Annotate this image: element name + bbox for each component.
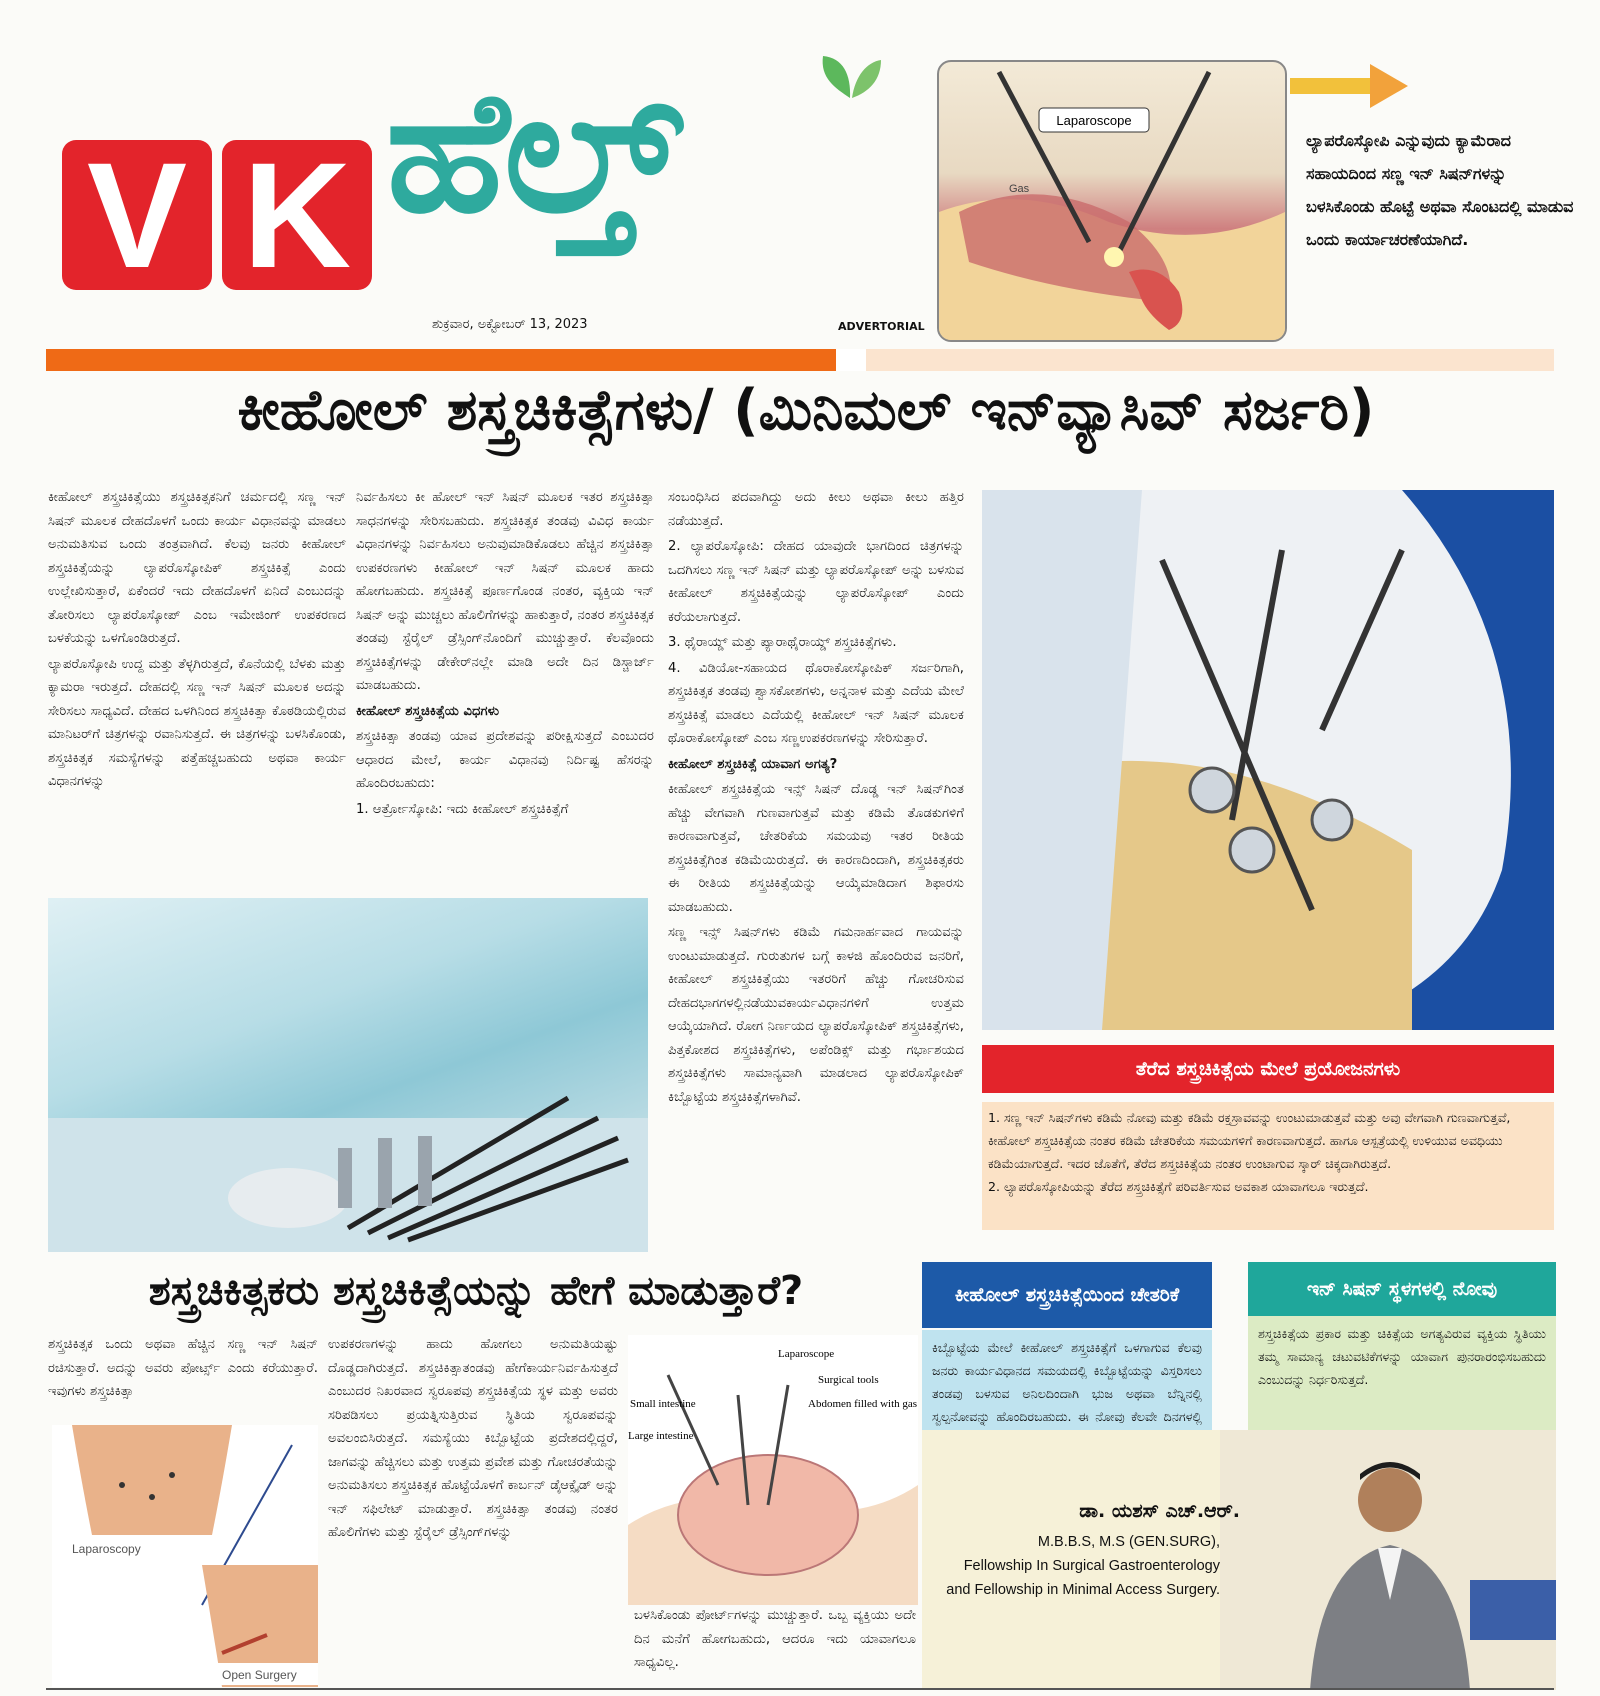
benefit-item: 1. ಸಣ್ಣ ಇನ್ ಸಿಷನ್‌ಗಳು ಕಡಿಮೆ ನೋವು ಮತ್ತು ಕಡಿಮೆ ರಕ್ತಸ್ರಾವವನ್ನು ಉಂಟುಮಾಡುತ್ತವೆ ಮತ್ತು ಅವು ವೇಗವಾಗಿ ಗುಣವಾಗುತ್ತವೆ, ಕೀಹೋಲ್ ಶಸ್ತ್ರಚಿಕಿತ್ಸೆಯ ನಂತರ ಕಡಿಮೆ ಚೇತರಿಕೆಯ ಸಮಯಗಳಿಗೆ ಕಾರಣವಾಗುತ್ತದೆ. ಹಾಗೂ ಆಸ್ಪತ್ರೆಯಲ್ಲಿ ಉಳಿಯುವ ಅವಧಿಯು ಕಡಿಮೆಯಾಗುತ್ತದೆ. ಇದರ ಜೊತೆಗೆ, ತೆರೆದ ಶಸ್ತ್ರಚಿಕಿತ್ಸೆಯ ನಂತರ ಉಂಟಾಗುವ ಸ್ಕಾರ್ ಚಿಕ್ಕದಾಗಿರುತ್ತದೆ. bbox=[988, 1110, 1511, 1171]
diagram-abdomen-gas-label: Abdomen filled with gas bbox=[808, 1398, 918, 1410]
paragraph: 4. ವಿಡಿಯೋ-ಸಹಾಯದ ಥೊರಾಕೋಸ್ಕೋಪಿಕ್ ಸರ್ಜರಿಗಾಗಿ, ಶಸ್ತ್ರಚಿಕಿತ್ಸಕ ತಂಡವು ಶ್ವಾಸಕೋಶಗಳು, ಅನ್ನನಾಳ ಮತ್ತು ಎದೆಯ ಮೇಲೆ ಶಸ್ತ್ರಚಿಕಿತ್ಸೆ ಮಾಡಲು ಎದೆಯಲ್ಲಿ ಕೀಹೋಲ್ ಇನ್ ಸಿಷನ್ ಮೂಲಕ ಥೊರಾಕೋಸ್ಕೋಪ್ ಎಂಬ ಸಣ್ಣಉಪಕರಣಗಳನ್ನು ಸೇರಿಸುತ್ತಾರೆ. bbox=[668, 660, 964, 746]
divider-peach bbox=[866, 349, 1554, 371]
bottom-rule bbox=[46, 1688, 1554, 1690]
gas-label: Gas bbox=[1009, 183, 1030, 195]
paragraph: ನಿರ್ವಹಿಸಲು ಕೀ ಹೋಲ್ ಇನ್ ಸಿಷನ್ ಮೂಲಕ ಇತರ ಶಸ್ತ್ರಚಿಕಿತ್ಸಾ ಸಾಧನಗಳನ್ನು ಸೇರಿಸಬಹುದು. ಶಸ್ತ್ರಚಿಕಿತ್ಸಕ ತಂಡವು ವಿವಿಧ ಕಾರ್ಯ ವಿಧಾನಗಳನ್ನು ನಿರ್ವಹಿಸಲು ಅನುವುಮಾಡಿಕೊಡಲು ಹೆಚ್ಚಿನ ಶಸ್ತ್ರಚಿಕಿತ್ಸಾ ಉಪಕರಣಗಳು ಕೀಹೋಲ್ ಇನ್ ಸಿಷನ್ ಮೂಲಕ ಹಾದು ಹೋಗಬಹುದು. ಶಸ್ತ್ರಚಿಕಿತ್ಸೆ ಪೂರ್ಣಗೊಂಡ ನಂತರ, ವ್ಯಕ್ತಿಯ ಇನ್ ಸಿಷನ್ ಅನ್ನು ಮುಚ್ಚಲು ಹೊಲಿಗೆಗಳನ್ನು ಹಾಕುತ್ತಾರೆ, ನಂತರ ಶಸ್ತ್ರಚಿಕಿತ್ಸಕ ತಂಡವು ಸ್ಟೆರೈಲ್ ಡ್ರೆಸ್ಸಿಂಗ್‌ನೊಂದಿಗೆ ಮುಚ್ಚುತ್ತಾರೆ. ಕೆಲವೊಂದು ಶಸ್ತ್ರಚಿಕಿತ್ಸೆಗಳನ್ನು ಡೇಕೇರ್‌ನಲ್ಲೇ ಮಾಡಿ ಅದೇ ದಿನ ಡಿಸ್ಚಾರ್ಜ್ ಮಾಡಬಹುದು. bbox=[356, 490, 654, 693]
column-3 bbox=[668, 486, 964, 1111]
laparoscopy-label: Laparoscopy bbox=[72, 1542, 141, 1556]
how-column-3: ಬಳಸಿಕೊಂಡು ಪೋರ್ಟ್‌ಗಳನ್ನು ಮುಚ್ಚುತ್ತಾರೆ. ಒಬ್ಬ ವ್ಯಕ್ತಿಯು ಅದೇ ದಿನ ಮನೆಗೆ ಹೋಗಬಹುದು, ಆದರೂ ಇದು ಯಾವಾಗಲೂ ಸಾಧ್ಯವಿಲ್ಲ. bbox=[634, 1608, 916, 1670]
paragraph: ಕೀಹೋಲ್ ಶಸ್ತ್ರಚಿಕಿತ್ಸೆಯು ಶಸ್ತ್ರಚಿಕಿತ್ಸಕನಿಗೆ ಚರ್ಮದಲ್ಲಿ ಸಣ್ಣ ಇನ್ ಸಿಷನ್ ಮೂಲಕ ದೇಹದೊಳಗೆ ಒಂದು ಕಾರ್ಯ ವಿಧಾನವನ್ನು ಮಾಡಲು ಅನುಮತಿಸುವ ಒಂದು ತಂತ್ರವಾಗಿದೆ. ಕೆಲವು ಜನರು ಕೀಹೋಲ್ ಶಸ್ತ್ರಚಿಕಿತ್ಸೆಯನ್ನು ಲ್ಯಾಪರೊಸ್ಕೋಪಿಕ್ ಶಸ್ತ್ರಚಿಕಿತ್ಸೆ ಎಂದು ಉಲ್ಲೇಖಿಸುತ್ತಾರೆ, ಏಕೆಂದರೆ ಇದು ದೇಹದೊಳಗೆ ಏನಿದೆ ಎಂಬುದನ್ನು ತೋರಿಸಲು ಲ್ಯಾಪರೊಸ್ಕೋಪ್ ಎಂಬ ಇಮೇಜಿಂಗ್ ಉಪಕರಣದ ಬಳಕೆಯನ್ನು ಒಳಗೊಂಡಿರುತ್ತದೆ. bbox=[48, 490, 346, 646]
paragraph: ಕೀಹೋಲ್ ಶಸ್ತ್ರಚಿಕಿತ್ಸೆಯ ಇನ್ಸ್ ಸಿಷನ್ ದೊಡ್ಡ ಇನ್ ಸಿಷನ್‌ಗಿಂತ ಹೆಚ್ಚು ವೇಗವಾಗಿ ಗುಣವಾಗುತ್ತವೆ ಮತ್ತು ಕಡಿಮೆ ತೊಡಕುಗಳಿಗೆ ಕಾರಣವಾಗುತ್ತವೆ, ಚೇತರಿಕೆಯ ಸಮಯವು ಇತರ ರೀತಿಯ ಶಸ್ತ್ರಚಿಕಿತ್ಸೆಗಿಂತ ಕಡಿಮೆಯಿರುತ್ತದೆ. ಈ ಕಾರಣದಿಂದಾಗಿ, ಶಸ್ತ್ರಚಿಕಿತ್ಸಕರು ಈ ರೀತಿಯ ಶಸ್ತ್ರಚಿಕಿತ್ಸೆಯನ್ನು ಆಯ್ಕೆಮಾಡಿದಾಗ ಶಿಫಾರಸು ಮಾಡಬಹುದು. bbox=[668, 782, 964, 915]
headline: ಕೀಹೋಲ್ ಶಸ್ತ್ರಚಿಕಿತ್ಸೆಗಳು/ (ಮಿನಿಮಲ್ ಇನ್‌ವ್ಯಾಸಿವ್ ಸರ್ಜರಿ) bbox=[237, 378, 1375, 443]
paragraph: ಸಂಬಂಧಿಸಿದ ಪದವಾಗಿದ್ದು ಅದು ಕೀಲು ಅಥವಾ ಕೀಲು ಹತ್ತಿರ ನಡೆಯುತ್ತದೆ. bbox=[668, 490, 964, 529]
leaf-icon bbox=[815, 48, 885, 100]
credential-line: M.B.B.S, M.S (GEN.SURG), bbox=[1037, 1534, 1220, 1550]
incision-pain-title: ಇನ್ ಸಿಷನ್ ಸ್ಥಳಗಳಲ್ಲಿ ನೋವು bbox=[1248, 1262, 1556, 1316]
open-surgery-label: Open Surgery bbox=[222, 1668, 297, 1682]
subheading-types: ಕೀಹೋಲ್ ಶಸ್ತ್ರಚಿಕಿತ್ಸೆಯ ವಿಧಗಳು bbox=[356, 703, 500, 719]
benefit-item: 2. ಲ್ಯಾಪರೊಸ್ಕೋಪಿಯನ್ನು ತೆರೆದ ಶಸ್ತ್ರಚಿಕಿತ್ಸೆಗೆ ಪರಿವರ್ತಿಸುವ ಅವಕಾಶ ಯಾವಾಗಲೂ ಇರುತ್ತದೆ. bbox=[988, 1179, 1369, 1194]
how-section-title: ಶಸ್ತ್ರಚಿಕಿತ್ಸಕರು ಶಸ್ತ್ರಚಿಕಿತ್ಸೆಯನ್ನು ಹೇಗೆ ಮಾಡುತ್ತಾರೆ? bbox=[148, 1268, 804, 1314]
how-column-2: ಉಪಕರಣಗಳನ್ನು ಹಾದು ಹೋಗಲು ಅನುಮತಿಯಷ್ಟು ದೊಡ್ಡದಾಗಿರುತ್ತದೆ. ಶಸ್ತ್ರಚಿಕಿತ್ಸಾತಂಡವು ಹೇಗೆಕಾರ್ಯನಿರ್ವಹಿಸುತ್ತದೆ ಎಂಬುದರ ನಿಖರವಾದ ಸ್ವರೂಪವು ಶಸ್ತ್ರಚಿಕಿತ್ಸೆಯ ಸ್ಥಳ ಮತ್ತು ಅವರು ಸರಿಪಡಿಸಲು ಪ್ರಯತ್ನಿಸುತ್ತಿರುವ ಸ್ಥಿತಿಯ ಸ್ವರೂಪವನ್ನು ಅವಲಂಬಿಸಿರುತ್ತದೆ. ಸಮಸ್ಯೆಯು ಕಿಬ್ಬೊಟ್ಟೆಯ ಪ್ರದೇಶದಲ್ಲಿದ್ದರೆ, ಜಾಗವನ್ನು ಹೆಚ್ಚಿಸಲು ಮತ್ತು ಉತ್ತಮ ಪ್ರವೇಶ ಮತ್ತು ಗೋಚರತೆಯನ್ನು ಅನುಮತಿಸಲು ಶಸ್ತ್ರಚಿಕಿತ್ಸಕ ಹೊಟ್ಟೆಯೊಳಗೆ ಕಾರ್ಬನ್ ಡೈಆಕ್ಸೈಡ್ ಅನ್ನು ಇನ್ ಸಫಿಲೇಟ್ ಮಾಡುತ್ತಾರೆ. ಶಸ್ತ್ರಚಿಕಿತ್ಸಾ ತಂಡವು ನಂತರ ಹೊಲಿಗೆಗಳು ಮತ್ತು ಸ್ಟೆರೈಲ್ ಡ್ರೆಸ್ಸಿಂಗ್‌ಗಳನ್ನು bbox=[328, 1337, 618, 1540]
paragraph: 2. ಲ್ಯಾಪರೊಸ್ಕೋಪಿ: ದೇಹದ ಯಾವುದೇ ಭಾಗದಿಂದ ಚಿತ್ರಗಳನ್ನು ಒದಗಿಸಲು ಸಣ್ಣ ಇನ್ ಸಿಷನ್ ಮತ್ತು ಲ್ಯಾಪರೊಸ್ಕೋಪ್ ಅನ್ನು ಬಳಸುವ ಕೀಹೋಲ್ ಶಸ್ತ್ರಚಿಕಿತ್ಸೆಯನ್ನು ಲ್ಯಾಪರೊಸ್ಕೋಪ್ ಎಂದು ಕರೆಯಲಾಗುತ್ತದೆ. bbox=[668, 539, 964, 625]
diagram-laparoscope-label: Laparoscope bbox=[778, 1348, 835, 1360]
benefits-title: ತೆರೆದ ಶಸ್ತ್ರಚಿಕಿತ್ಸೆಯ ಮೇಲೆ ಪ್ರಯೋಜನಗಳು bbox=[982, 1045, 1554, 1093]
paragraph: ಶಸ್ತ್ರಚಿಕಿತ್ಸಾ ತಂಡವು ಯಾವ ಪ್ರದೇಶವನ್ನು ಪರೀಕ್ಷಿಸುತ್ತದೆ ಎಂಬುದರ ಆಧಾರದ ಮೇಲೆ, ಕಾರ್ಯ ವಿಧಾನವು ನಿರ್ದಿಷ್ಟ ಹೆಸರನ್ನು ಹೊಂದಿರಬಹುದು: bbox=[356, 729, 654, 791]
paragraph: ಲ್ಯಾಪರೊಸ್ಕೋಪಿ ಉದ್ದ ಮತ್ತು ತೆಳ್ಳಗಿರುತ್ತದೆ, ಕೊನೆಯಲ್ಲಿ ಬೆಳಕು ಮತ್ತು ಕ್ಯಾಮರಾ ಇರುತ್ತದೆ. ದೇಹದಲ್ಲಿ ಸಣ್ಣ ಇನ್ ಸಿಷನ್ ಮೂಲಕ ಅದನ್ನು ಸೇರಿಸಲು ಸಾಧ್ಯವಿದೆ. ದೇಹದ ಒಳಗಿನಿಂದ ಶಸ್ತ್ರಚಿಕಿತ್ಸಾ ಕೊಠಡಿಯಲ್ಲಿರುವ ಮಾನಿಟರ್‌ಗೆ ಚಿತ್ರಗಳನ್ನು ರವಾನಿಸುತ್ತದೆ. ಈ ಚಿತ್ರಗಳನ್ನು ಬಳಸಿಕೊಂಡು, ಶಸ್ತ್ರಚಿಕಿತ್ಸಕ ಸಮಸ್ಯೆಗಳನ್ನು ಪತ್ತೆಹಚ್ಚಬಹುದು ಅಥವಾ ಕಾರ್ಯ ವಿಧಾನಗಳನ್ನು bbox=[48, 656, 346, 789]
credential-line: and Fellowship in Minimal Access Surgery. bbox=[946, 1582, 1220, 1598]
diagram-small-intestine-label: Small intestine bbox=[630, 1398, 696, 1410]
paragraph: 1. ಆರ್ತ್ರೋಸ್ಕೋಪಿ: ಇದು ಕೀಹೋಲ್ ಶಸ್ತ್ರಚಿಕಿತ್ಸೆಗೆ bbox=[356, 801, 569, 817]
incision-comparison-image bbox=[52, 1425, 318, 1687]
doctor-name: ಡಾ. ಯಶಸ್ ಎಚ್.ಆರ್. bbox=[1079, 1500, 1240, 1522]
vk-logo bbox=[62, 131, 372, 299]
laparoscope-label: Laparoscope bbox=[1056, 113, 1132, 128]
how-column-1: ಶಸ್ತ್ರಚಿಕಿತ್ಸಕ ಒಂದು ಅಥವಾ ಹೆಚ್ಚಿನ ಸಣ್ಣ ಇನ್ ಸಿಷನ್ ರಚಿಸುತ್ತಾರೆ. ಅದನ್ನು ಅವರು ಪೋರ್ಟ್ಸ್ ಎಂದು ಕರೆಯುತ್ತಾರೆ. ಇವುಗಳು ಶಸ್ತ್ರಚಿಕಿತ್ಸಾ bbox=[48, 1337, 318, 1399]
credential-line: Fellowship In Surgical Gastroenterology bbox=[963, 1558, 1220, 1574]
abdomen-diagram bbox=[628, 1335, 918, 1605]
benefits-box bbox=[982, 1102, 1554, 1230]
subheading-when: ಕೀಹೋಲ್ ಶಸ್ತ್ರಚಿಕಿತ್ಸೆ ಯಾವಾಗ ಅಗತ್ಯ? bbox=[668, 756, 838, 772]
incision-pain-text: ಶಸ್ತ್ರಚಿಕಿತ್ಸೆಯ ಪ್ರಕಾರ ಮತ್ತು ಚಿಕಿತ್ಸೆಯ ಅಗತ್ಯವಿರುವ ವ್ಯಕ್ತಿಯ ಸ್ಥಿತಿಯು ತಮ್ಮ ಸಾಮಾನ್ಯ ಚಟುವಟಿಕೆಗಳನ್ನು ಯಾವಾಗ ಪುನರಾರಂಭಿಸಬಹುದು ಎಂಬುದನ್ನು ನಿರ್ಧರಿಸುತ್ತದೆ. bbox=[1248, 1316, 1556, 1430]
diagram-large-intestine-label: Large intestine bbox=[628, 1430, 694, 1442]
surgical-instruments-photo bbox=[48, 898, 648, 1252]
issue-date: ಶುಕ್ರವಾರ, ಅಕ್ಟೋಬರ್ 13, 2023 bbox=[432, 317, 588, 332]
doctor-credentials bbox=[920, 1530, 1220, 1602]
paragraph: ಸಣ್ಣ ಇನ್ಸ್ ಸಿಷನ್‌ಗಳು ಕಡಿಮೆ ಗಮನಾರ್ಹವಾದ ಗಾಯವನ್ನು ಉಂಟುಮಾಡುತ್ತದೆ. ಗುರುತುಗಳ ಬಗ್ಗೆ ಕಾಳಜಿ ಹೊಂದಿರುವ ಜನರಿಗೆ, ಕೀಹೋಲ್ ಶಸ್ತ್ರಚಿಕಿತ್ಸೆಯು ಇತರರಿಗೆ ಹೆಚ್ಚು ಗೋಚರಿಸುವ ದೇಹದಭಾಗಗಳಲ್ಲಿನಡೆಯುವಕಾರ್ಯವಿಧಾನಗಳಿಗೆ ಉತ್ತಮ ಆಯ್ಕೆಯಾಗಿದೆ. ರೋಗ ನಿರ್ಣಯದ ಲ್ಯಾಪರೊಸ್ಕೋಪಿಕ್ ಶಸ್ತ್ರಚಿಕಿತ್ಸೆಗಳು, ಪಿತ್ತಕೋಶದ ಶಸ್ತ್ರಚಿಕಿತ್ಸೆಗಳು, ಅಪೆಂಡಿಕ್ಸ್ ಮತ್ತು ಗರ್ಭಾಶಯದ ಶಸ್ತ್ರಚಿಕಿತ್ಸೆಗಳು ಸಾಮಾನ್ಯವಾಗಿ ಮಾಡಲಾದ ಲ್ಯಾಪರೊಸ್ಕೋಪಿಕ್ ಕಿಬ್ಬೊಟ್ಟೆಯ ಶಸ್ತ್ರಚಿಕಿತ್ಸೆಗಳಾಗಿವೆ. bbox=[668, 925, 964, 1105]
paragraph: 3. ಥೈರಾಯ್ಡ್ ಮತ್ತು ಪ್ಯಾರಾಥೈರಾಯ್ಡ್ ಶಸ್ತ್ರಚಿಕಿತ್ಸೆಗಳು. bbox=[668, 635, 897, 650]
section-title: ಹೆಲ್ತ್ bbox=[386, 54, 682, 250]
recovery-title: ಕೀಹೋಲ್ ಶಸ್ತ್ರಚಿಕಿತ್ಸೆಯಿಂದ ಚೇತರಿಕೆ bbox=[922, 1262, 1212, 1328]
column-2 bbox=[356, 486, 654, 823]
intro-text: ಲ್ಯಾಪರೊಸ್ಕೋಪಿ ಎನ್ನುವುದು ಕ್ಯಾಮೆರಾದ ಸಹಾಯದಿಂದ ಸಣ್ಣ ಇನ್ ಸಿಷನ್‌ಗಳನ್ನು ಬಳಸಿಕೊಂಡು ಹೊಟ್ಟೆ ಅಥವಾ ಸೊಂಟದಲ್ಲಿ ಮಾಡುವ ಒಂದು ಕಾರ್ಯಾಚರಣೆಯಾಗಿದೆ. bbox=[1306, 131, 1574, 249]
advertorial-label: ADVERTORIAL bbox=[838, 320, 925, 333]
laparoscopic-surgery-photo bbox=[982, 490, 1554, 1030]
arrow-icon bbox=[1290, 64, 1408, 108]
logo-letter-v: V bbox=[62, 140, 212, 290]
column-1 bbox=[48, 486, 346, 796]
doctor-photo bbox=[1220, 1430, 1556, 1690]
header-divider bbox=[46, 349, 1554, 371]
recovery-text: ಕಿಬ್ಬೊಟ್ಟೆಯ ಮೇಲೆ ಕೀಹೋಲ್ ಶಸ್ತ್ರಚಿಕಿತ್ಸೆಗೆ ಒಳಗಾಗುವ ಕೆಲವು ಜನರು ಕಾರ್ಯವಿಧಾನದ ಸಮಯದಲ್ಲಿ ಕಿಬ್ಬೊಟ್ಟೆಯನ್ನು ವಿಸ್ತರಿಸಲು ತಂಡವು ಬಳಸುವ ಅನಿಲದಿಂದಾಗಿ ಭುಜ ಅಥವಾ ಬೆನ್ನಿನಲ್ಲಿ ಸ್ವಲ್ಪನೋವನ್ನು ಹೊಂದಿರಬಹುದು. ಈ ನೋವು ಕೆಲವೇ ದಿನಗಳಲ್ಲಿ bbox=[922, 1330, 1212, 1494]
laparoscope-illustration bbox=[937, 60, 1287, 342]
diagram-surgical-tools-label: Surgical tools bbox=[818, 1374, 879, 1386]
logo-letter-k: K bbox=[222, 140, 372, 290]
divider-orange bbox=[46, 349, 836, 371]
